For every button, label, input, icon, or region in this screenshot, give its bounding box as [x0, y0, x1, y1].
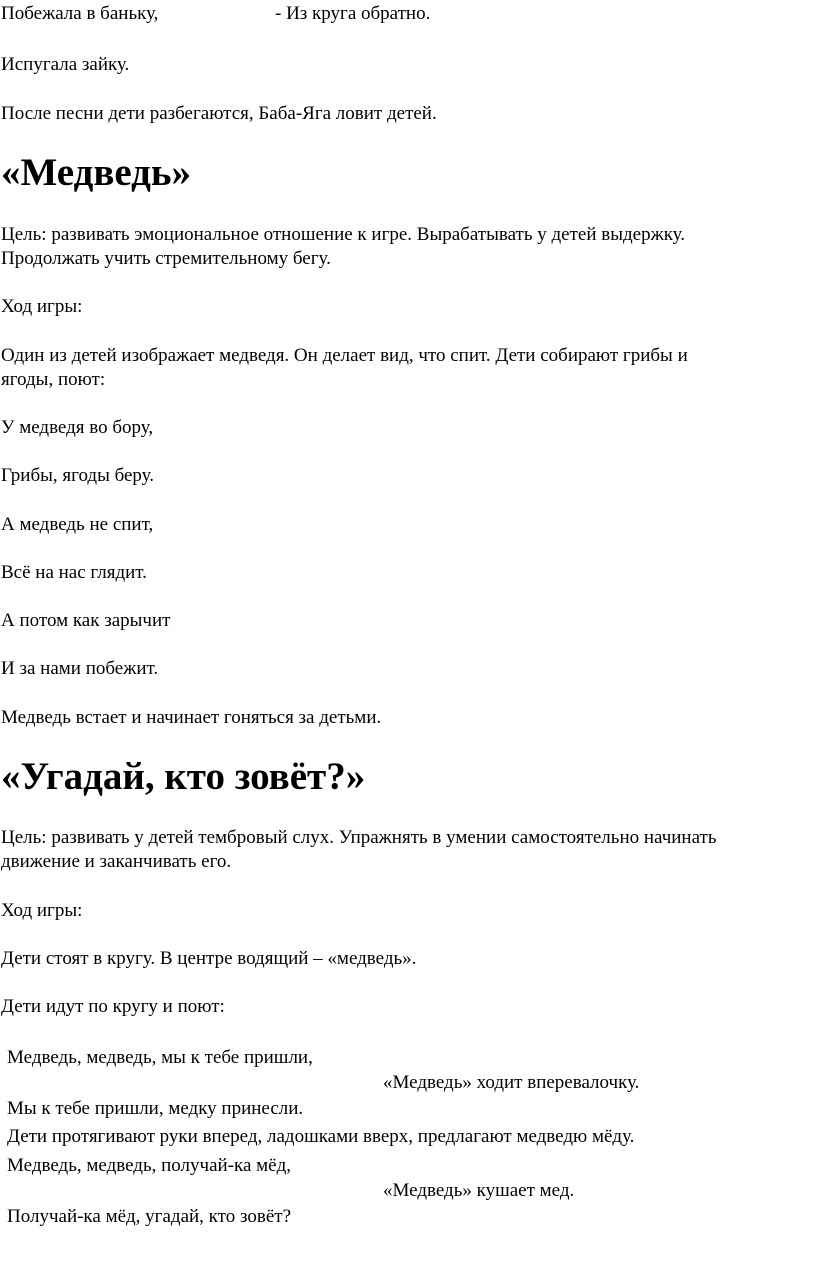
intro-line-1-right: - Из круга обратно.	[275, 3, 431, 24]
bear-desc-line-2: ягоды, поют:	[1, 369, 106, 390]
guess-goal-line-2: движение и заканчивать его.	[1, 851, 232, 872]
guess-song-4: Дети протягивают руки вперед, ладошками вверх, предлагают медведю мёду.	[7, 1126, 635, 1147]
guess-song-3: Мы к тебе пришли, медку принесли.	[7, 1098, 304, 1119]
bear-verse-6: И за нами побежит.	[1, 658, 159, 679]
guess-title: «Угадай, кто зовёт?»	[1, 755, 366, 798]
bear-desc-line-1: Один из детей изображает медведя. Он делает вид, что спит. Дети собирают грибы и	[1, 345, 688, 366]
guess-walk: Дети идут по кругу и поют:	[1, 996, 225, 1017]
bear-verse-1: У медведя во бору,	[1, 417, 154, 438]
intro-line-1-left: Побежала в баньку,	[1, 3, 159, 24]
intro-line-2: Испугала зайку.	[1, 54, 130, 75]
guess-song-1: Медведь, медведь, мы к тебе пришли,	[7, 1047, 313, 1068]
guess-goal-line-1: Цель: развивать у детей тембровый слух. Упражнять в умении самостоятельно начинать	[1, 827, 717, 848]
guess-course: Ход игры:	[1, 900, 83, 921]
guess-song-5: Медведь, медведь, получай-ка мёд,	[7, 1155, 291, 1176]
bear-verse-3: А медведь не спит,	[1, 514, 154, 535]
bear-goal-line-2: Продолжать учить стремительному бегу.	[1, 248, 331, 269]
guess-song-6: «Медведь» кушает мед.	[383, 1180, 575, 1201]
guess-setup: Дети стоят в кругу. В центре водящий – «медведь».	[1, 948, 417, 969]
bear-course: Ход игры:	[1, 296, 83, 317]
guess-song-7: Получай-ка мёд, угадай, кто зовёт?	[7, 1206, 291, 1227]
guess-song-2: «Медведь» ходит вперевалочку.	[383, 1072, 640, 1093]
bear-verse-2: Грибы, ягоды беру.	[1, 465, 155, 486]
bear-verse-5: А потом как зарычит	[1, 610, 171, 631]
bear-ending: Медведь встает и начинает гоняться за детьми.	[1, 707, 382, 728]
bear-goal-line-1: Цель: развивать эмоциональное отношение к игре. Вырабатывать у детей выдержку.	[1, 224, 686, 245]
intro-line-3: После песни дети разбегаются, Баба-Яга ловит детей.	[1, 103, 437, 124]
bear-verse-4: Всё на нас глядит.	[1, 562, 147, 583]
bear-title: «Медведь»	[1, 151, 192, 194]
intro-line-1	[1, 2, 431, 26]
